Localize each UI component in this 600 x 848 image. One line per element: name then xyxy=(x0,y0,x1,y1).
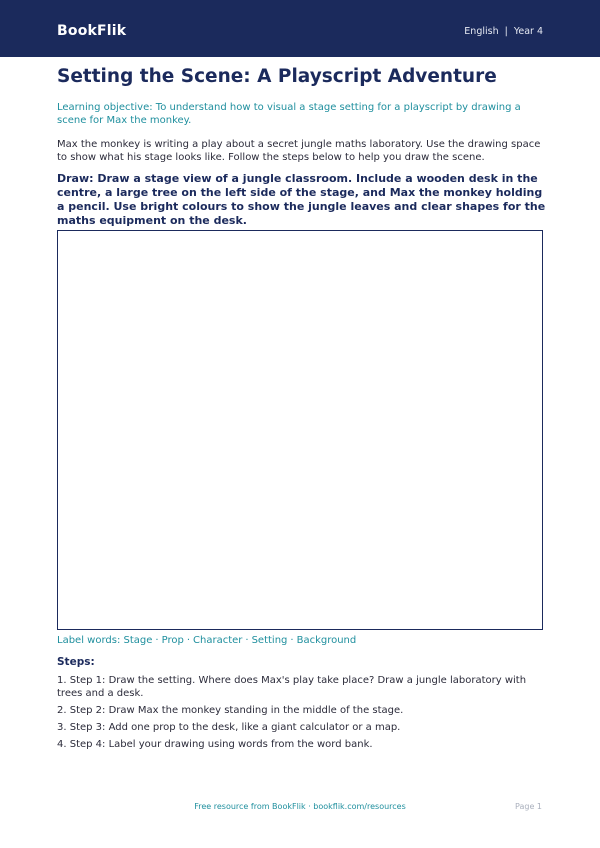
label-word: Stage xyxy=(123,635,153,646)
subject-year-meta xyxy=(464,26,543,37)
step-item: 2. Step 2: Draw Max the monkey standing in the middle of the stage. xyxy=(57,705,404,716)
label-word: Background xyxy=(296,635,357,646)
step-item: 3. Step 3: Add one prop to the desk, like a giant calculator or a map. xyxy=(57,722,401,733)
intro-paragraph: Max the monkey is writing a play about a secret jungle maths laboratory. Use the drawing space to show what his stage looks like. Follow the steps below to help you draw the scene. xyxy=(57,139,541,163)
meta-separator: | xyxy=(504,26,508,37)
drawing-area[interactable] xyxy=(57,230,543,630)
subject-label: English xyxy=(464,26,499,37)
steps-list xyxy=(57,674,537,755)
label-word-separator: · xyxy=(290,635,294,646)
label-word: Setting xyxy=(251,635,288,646)
steps-heading: Steps: xyxy=(57,656,95,668)
page-title: Setting the Scene: A Playscript Adventure xyxy=(57,66,497,87)
footer-credit-link[interactable]: Free resource from BookFlik · bookflik.com/resources xyxy=(194,802,406,811)
year-label: Year 4 xyxy=(513,26,543,37)
label-word-separator: · xyxy=(245,635,249,646)
drawing-task-instructions: Draw: Draw a stage view of a jungle classroom. Include a wooden desk in the centre, a large tree on the left side of the stage, and Max the monkey holding a pencil. Use bright colours to show the jungle leaves and clear shapes for the maths equipment on the desk. xyxy=(57,172,546,227)
step-item: 1. Step 1: Draw the setting. Where does Max's play take place? Draw a jungle laboratory with trees and a desk. xyxy=(57,675,527,699)
brand-logo-text: BookFlik xyxy=(57,23,127,39)
label-word: Prop xyxy=(161,635,184,646)
page-number: Page 1 xyxy=(515,802,542,811)
step-item: 4. Step 4: Label your drawing using words from the word bank. xyxy=(57,739,373,750)
label-word-separator: · xyxy=(186,635,191,646)
page-header xyxy=(0,0,600,57)
label-word-bank xyxy=(57,634,547,647)
label-words-prefix: Label words: xyxy=(57,635,121,646)
label-word: Character xyxy=(193,635,243,646)
label-word-separator: · xyxy=(155,635,159,646)
learning-objective: Learning objective: To understand how to visual a stage setting for a playscript by drawing a scene for Max the monkey. xyxy=(57,102,521,126)
page-footer xyxy=(0,802,600,816)
